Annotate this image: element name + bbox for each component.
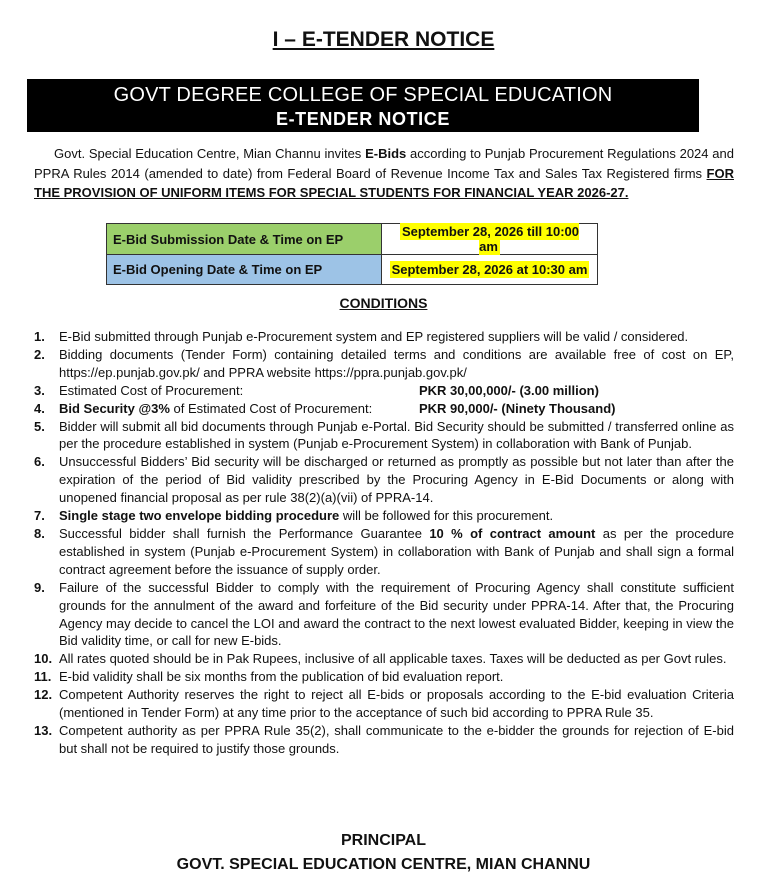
condition-text: Competent Authority reserves the right to reject all E-bids or proposals according to the E-bid evaluation Criteria (mentioned in Tender Form) at any time prior to the acceptance of such bid according to PPRA Rule 35. bbox=[59, 687, 734, 721]
condition-label: Estimated Cost of Procurement: bbox=[59, 382, 244, 398]
condition-text: Bidding documents (Tender Form) containing detailed terms and conditions are available free of cost on EP, https://ep.punjab.gov.pk/ and PPRA website https://ppra.punjab.gov.pk/ bbox=[59, 346, 734, 380]
bid-dates-table bbox=[106, 223, 598, 285]
condition-number: 10. bbox=[34, 651, 53, 667]
intro-ebids: E-Bids bbox=[365, 146, 407, 161]
signature-title: PRINCIPAL bbox=[340, 832, 427, 849]
submission-row bbox=[107, 224, 598, 255]
condition-text: will be followed for this procurement. bbox=[339, 508, 554, 524]
condition-bold: Single stage two envelope bidding procedure bbox=[59, 508, 340, 524]
bid-security-amount: PKR 90,000/- (Ninety Thousand) bbox=[419, 400, 616, 416]
condition-text: All rates quoted should be in Pak Rupees, inclusive of all applicable taxes. Taxes will be deducted as per Govt rules. bbox=[59, 651, 727, 667]
condition-number: 1. bbox=[34, 329, 45, 344]
condition-text: Successful bidder shall furnish the Performance Guarantee bbox=[59, 525, 430, 541]
opening-row bbox=[107, 255, 598, 285]
opening-value-cell bbox=[382, 255, 598, 285]
condition-item bbox=[34, 579, 734, 651]
condition-number: 5. bbox=[34, 418, 45, 434]
signature-organization: GOVT. SPECIAL EDUCATION CENTRE, MIAN CHANNU bbox=[176, 856, 591, 873]
opening-label: E-Bid Opening Date & Time on EP bbox=[107, 255, 382, 285]
condition-item bbox=[34, 418, 734, 454]
condition-number: 13. bbox=[34, 722, 53, 738]
condition-number: 2. bbox=[34, 346, 45, 362]
condition-bold: Bid Security @3% bbox=[59, 400, 170, 416]
banner-college-name: GOVT DEGREE COLLEGE OF SPECIAL EDUCATION bbox=[113, 84, 613, 106]
condition-item bbox=[34, 686, 734, 722]
condition-item bbox=[34, 650, 734, 668]
condition-text: Failure of the successful Bidder to comply with the requirement of Procuring Agency shall constitute sufficient grounds for the annulment of the award and forfeiture of the Bid security under PPRA-14. After that, the Procuring Agency may decide to cancel the LOI and award the contract to the next lowest evaluated Bidder, keeping in view the Bid validity time, or call for new E-bids. bbox=[59, 579, 734, 649]
condition-item bbox=[34, 346, 734, 382]
conditions-heading: CONDITIONS bbox=[339, 295, 428, 311]
condition-number: 7. bbox=[34, 508, 45, 524]
condition-number: 12. bbox=[34, 687, 53, 703]
intro-text-part1: Govt. Special Education Centre, Mian Channu invites bbox=[54, 146, 366, 161]
intro-text-part2: according to Punjab Procurement Regulations 2024 and PPRA Rules 2014 (amended to date) from Federal Board of Revenue Income Tax and Sales Tax Registered firms bbox=[34, 146, 734, 181]
condition-item bbox=[34, 328, 734, 346]
condition-number: 4. bbox=[34, 400, 45, 416]
opening-value: September 28, 2026 at 10:30 am bbox=[391, 262, 588, 277]
submission-label: E-Bid Submission Date & Time on EP bbox=[107, 224, 382, 255]
condition-number: 3. bbox=[34, 382, 45, 398]
condition-item bbox=[34, 453, 734, 507]
condition-text: E-Bid submitted through Punjab e-Procurement system and EP registered suppliers will be valid / considered. bbox=[59, 329, 689, 344]
condition-item bbox=[34, 525, 734, 579]
condition-text: E-bid validity shall be six months from the publication of bid evaluation report. bbox=[59, 669, 504, 685]
condition-number: 8. bbox=[34, 525, 45, 541]
condition-bold: 10 % of contract amount bbox=[429, 525, 596, 541]
header-banner bbox=[27, 79, 699, 132]
condition-text: as per the procedure established in system (Punjab e-Procurement System) in collaboration with Bank of Punjab and shall sign a formal contract agreement before the issuance of supply order. bbox=[59, 525, 734, 577]
condition-label: of Estimated Cost of Procurement: bbox=[169, 400, 373, 416]
condition-item bbox=[34, 400, 734, 418]
condition-text: Bidder will submit all bid documents through Punjab e-Portal. Bid Security should be submitted / transferred online as per the procedure established in system (Punjab e-Procurement System) in collaboration with Bank of Punjab. bbox=[59, 418, 734, 452]
submission-value: September 28, 2026 till 10:00 am bbox=[401, 224, 580, 254]
condition-number: 9. bbox=[34, 579, 45, 595]
condition-number: 6. bbox=[34, 454, 45, 470]
estimated-cost-amount: PKR 30,00,000/- (3.00 million) bbox=[419, 382, 599, 398]
condition-text: Competent authority as per PPRA Rule 35(2), shall communicate to the e-bidder the grounds for rejection of E-bid but shall not be required to justify those grounds. bbox=[59, 722, 734, 756]
condition-item bbox=[34, 722, 734, 758]
condition-number: 11. bbox=[34, 669, 52, 685]
condition-text: Unsuccessful Bidders’ Bid security will be discharged or returned as promptly as possible but not later than after the expiration of the period of Bid validity prescribed by the Procuring Agency in E-Bid Documents or along with unopened financial proposal as per rule 38(2)(a)(vii) of PPRA-14. bbox=[59, 454, 734, 506]
condition-item bbox=[34, 507, 734, 525]
submission-value-cell bbox=[382, 224, 598, 255]
notice-title: I – E-TENDER NOTICE bbox=[272, 28, 495, 51]
condition-item bbox=[34, 668, 734, 686]
banner-notice-title: E-TENDER NOTICE bbox=[275, 109, 450, 129]
condition-item bbox=[34, 382, 734, 400]
intro-purpose: FOR THE PROVISION OF UNIFORM ITEMS FOR SPECIAL STUDENTS FOR FINANCIAL YEAR 2026-27. bbox=[34, 165, 734, 200]
conditions-list bbox=[34, 328, 734, 758]
intro-paragraph bbox=[34, 144, 734, 203]
